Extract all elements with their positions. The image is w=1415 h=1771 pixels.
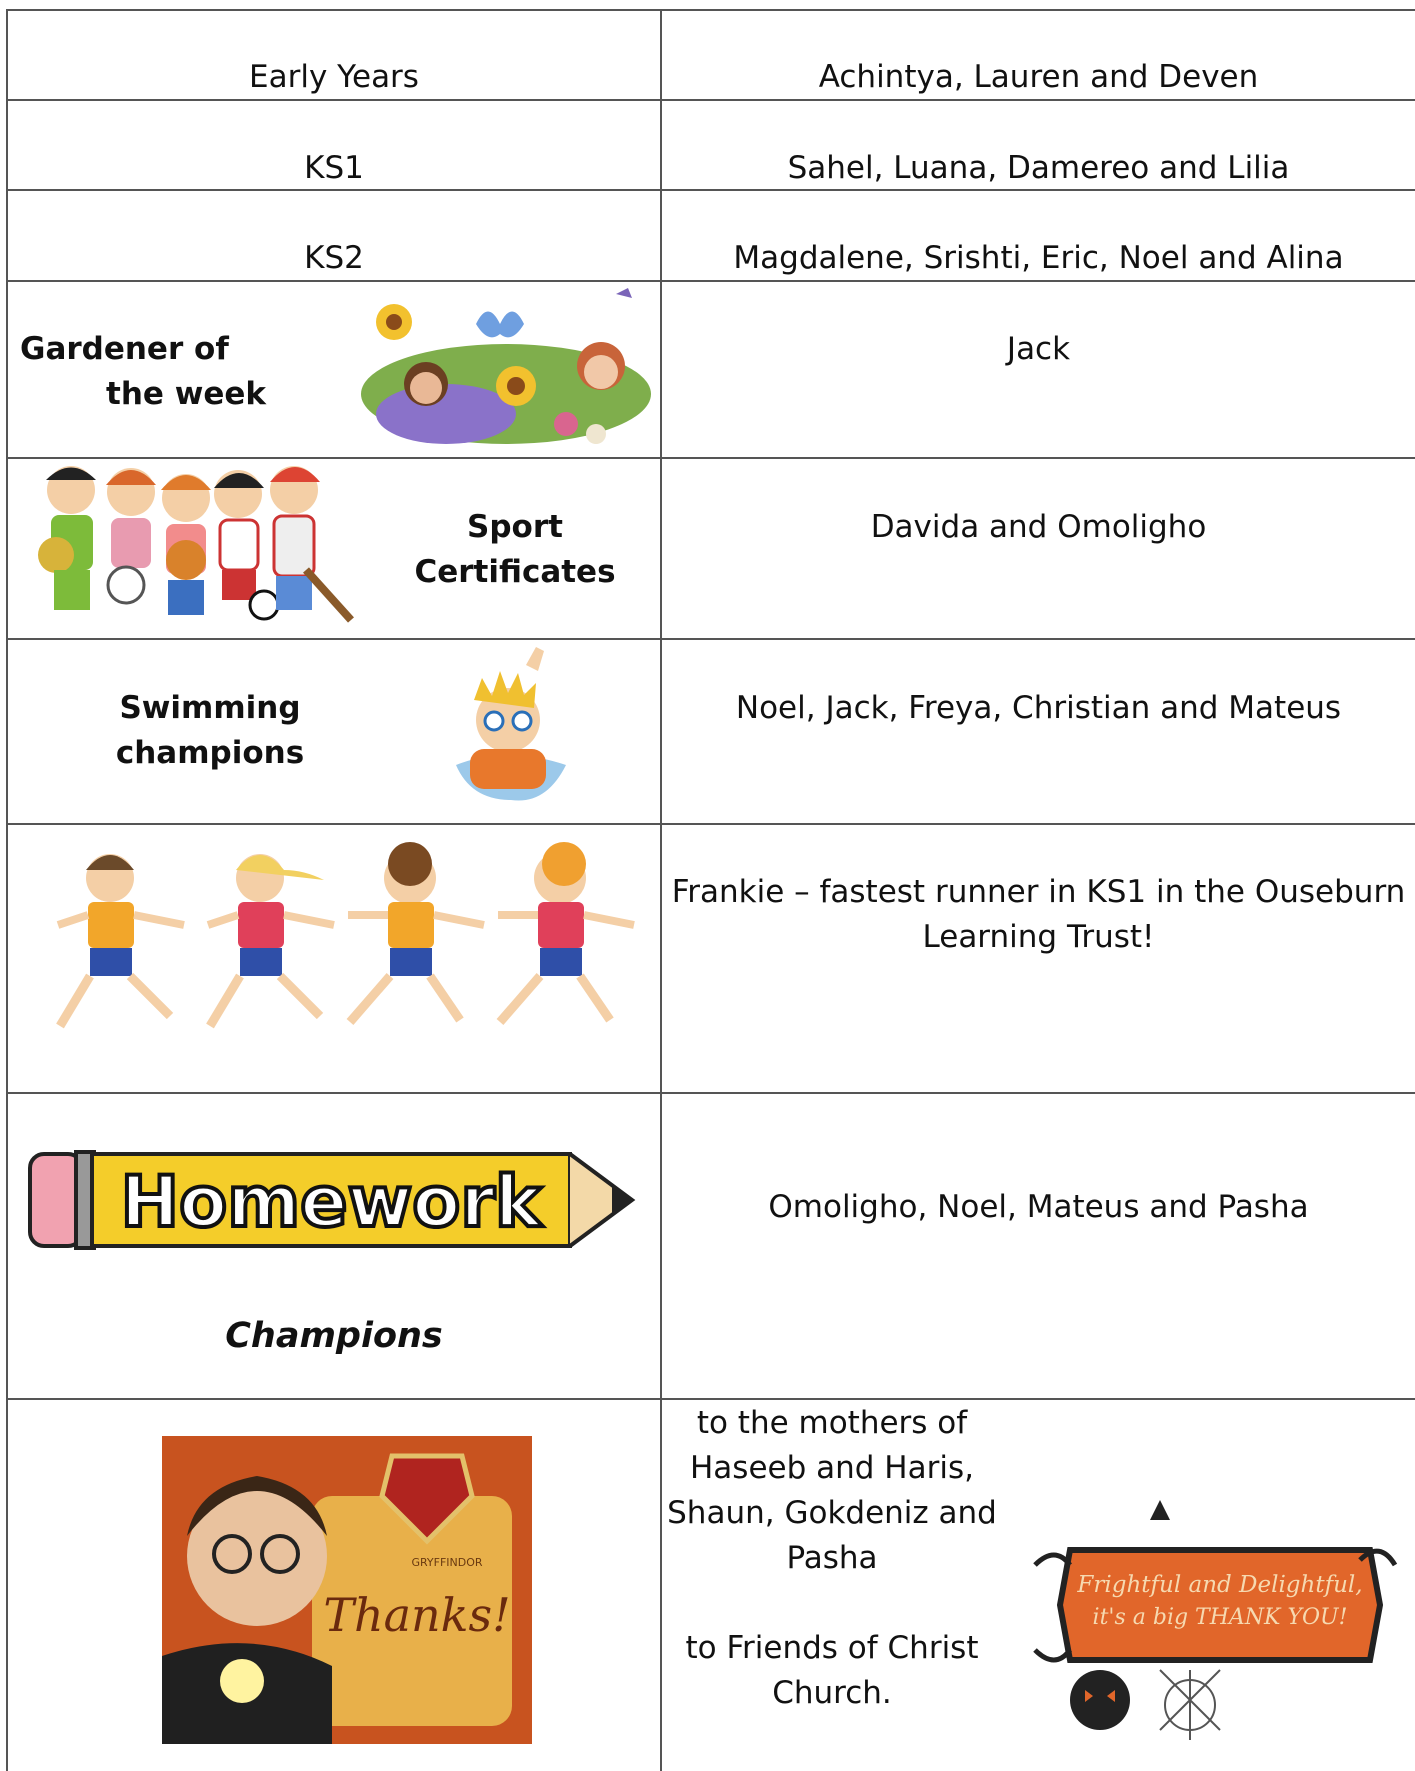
row-divider [6,1092,1415,1094]
runners-names-line2: Learning Trust! [922,919,1155,955]
row-divider [6,9,1415,11]
swimming-label: Swimming champions [115,690,305,771]
runners-names-line1: Frankie – fastest runner in KS1 in the Ouseburn [671,874,1406,910]
sport-label-line2: Certificates [414,554,616,590]
early-years-names: Achintya, Lauren and Deven [818,59,1259,95]
thanks-line1: to the mothers of [696,1405,968,1441]
homework-champions-label: Champions [225,1316,443,1356]
row-divider [6,1398,1415,1400]
gardener-label-line1: Gardener of [20,331,229,367]
gardener-names: Jack [1006,331,1071,367]
gardener-label-line2: the week [106,376,267,412]
homework-names: Omoligho, Noel, Mateus and Pasha [768,1189,1309,1225]
thanks-line4: Pasha [786,1540,878,1576]
ks2-label: KS2 [304,240,364,276]
sport-names: Davida and Omoligho [870,509,1207,545]
halloween-thank-you-sign [1030,1490,1400,1750]
svg-text:GRYFFINDOR: GRYFFINDOR [411,1556,483,1569]
garden-illustration [356,284,654,454]
thanks-line6: Church. [772,1675,892,1711]
swimmer-illustration [446,645,571,805]
svg-text:it's a big THANK YOU!: it's a big THANK YOU! [1092,1605,1348,1630]
row-divider [6,638,1415,640]
thanks-line5: to Friends of Christ [685,1630,979,1666]
ks1-names: Sahel, Luana, Damereo and Lilia [787,150,1290,186]
thanks-line3: Shaun, Gokdeniz and [667,1495,997,1531]
swimming-names: Noel, Jack, Freya, Christian and Mateus [735,690,1342,726]
svg-text:Frightful and Delightful,: Frightful and Delightful, [1077,1572,1363,1598]
row-divider [6,823,1415,825]
runners-illustration [30,840,650,1040]
harry-potter-thanks-card [162,1436,532,1744]
early-years-label: Early Years [249,59,419,95]
sport-kids-illustration [26,460,361,630]
ks2-names: Magdalene, Srishti, Eric, Noel and Alina [733,240,1344,276]
homework-pencil-banner [26,1140,638,1260]
homework-banner-text: Homework [120,1161,542,1243]
thanks-card-text: Thanks! [323,1588,511,1642]
sport-label-line1: Sport [467,509,563,545]
row-divider [6,457,1415,459]
ks1-label: KS1 [304,150,364,186]
thanks-line2: Haseeb and Haris, [690,1450,974,1486]
